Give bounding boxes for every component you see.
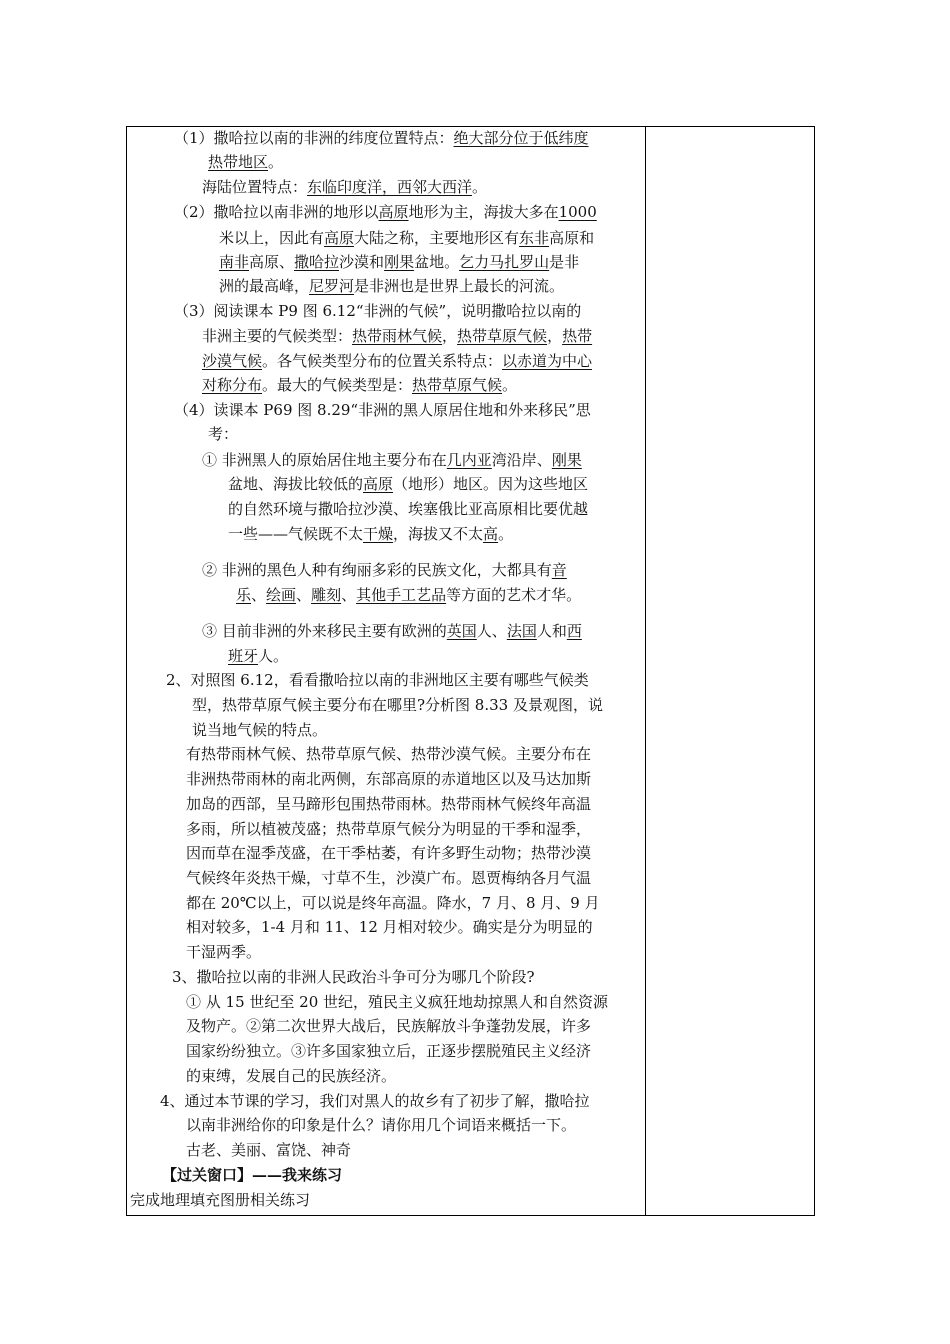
s3-answer-line-1: ① 从 15 世纪至 20 世纪，殖民主义疯狂地劫掠黑人和自然资源 xyxy=(186,993,609,1011)
q4-item-1-line-1: ① 非洲黑人的原始居住地主要分布在几内亚湾沿岸、刚果 xyxy=(202,451,582,469)
q4-line-2: 考： xyxy=(208,425,239,443)
q2-line-1: （2）撒哈拉以南非洲的地形以高原地形为主，海拔大多在1000 xyxy=(174,203,597,221)
s2-answer-line-9: 干湿两季。 xyxy=(186,943,262,961)
s2-answer-line-2: 非洲热带雨林的南北两侧，东部高原的赤道地区以及马达加斯 xyxy=(186,770,592,788)
s2-answer-line-5: 因而草在湿季茂盛，在干季枯萎，有许多野生动物；热带沙漠 xyxy=(186,844,592,862)
s2-answer-line-3: 加岛的西部，呈马蹄形包围热带雨林。热带雨林气候终年高温 xyxy=(186,795,592,813)
q3-line-3: 沙漠气候。各气候类型分布的位置关系特点：以赤道为中心 xyxy=(202,352,593,370)
q3-line-4: 对称分布。最大的气候类型是：热带草原气候。 xyxy=(202,376,518,394)
q1-line-2: 热带地区。 xyxy=(208,153,284,171)
q1-line-3: 海陆位置特点：东临印度洋，西邻大西洋。 xyxy=(202,178,488,196)
q4-item-2-line-1: ② 非洲的黑色人种有绚丽多彩的民族文化，大都具有音 xyxy=(202,561,567,579)
s2-question-line-3: 说当地气候的特点。 xyxy=(192,721,328,739)
s3-answer-line-3: 国家纷纷独立。③许多国家独立后，正逐步摆脱殖民主义经济 xyxy=(186,1042,592,1060)
s2-answer-line-6: 气候终年炎热干燥，寸草不生，沙漠广布。恩贾梅纳各月气温 xyxy=(186,869,592,887)
q2-line-4: 洲的最高峰，尼罗河是非洲也是世界上最长的河流。 xyxy=(219,277,565,295)
q4-item-1-line-3: 的自然环境与撒哈拉沙漠、埃塞俄比亚高原相比要优越 xyxy=(228,500,589,518)
pass-window-task: 完成地理填充图册相关练习 xyxy=(130,1191,311,1209)
s2-answer-line-8: 相对较多，1-4 月和 11、12 月相对较少。确实是分为明显的 xyxy=(186,918,593,936)
s2-answer-line-1: 有热带雨林气候、热带草原气候、热带沙漠气候。主要分布在 xyxy=(186,745,592,763)
table-column-divider xyxy=(645,126,646,1216)
s3-answer-line-4: 的束缚，发展自己的民族经济。 xyxy=(186,1067,397,1085)
s3-question: 3、撒哈拉以南的非洲人民政治斗争可分为哪几个阶段? xyxy=(172,968,535,986)
pass-window-heading: 【过关窗口】——我来练习 xyxy=(162,1166,343,1184)
s2-answer-line-4: 多雨，所以植被茂盛；热带草原气候分为明显的干季和湿季， xyxy=(186,820,592,838)
q4-item-1-line-4: 一些——气候既不太干燥，海拔又不太高。 xyxy=(228,525,514,543)
q2-line-2: 米以上，因此有高原大陆之称，主要地形区有东非高原和 xyxy=(219,229,595,247)
s2-question-line-1: 2、对照图 6.12，看看撒哈拉以南的非洲地区主要有哪些气候类 xyxy=(166,671,589,689)
s4-question-line-2: 以南非洲给你的印象是什么？请你用几个词语来概括一下。 xyxy=(186,1116,577,1134)
s4-question-line-1: 4、通过本节课的学习，我们对黑人的故乡有了初步了解，撒哈拉 xyxy=(160,1092,590,1110)
q2-line-3: 南非高原、撒哈拉沙漠和刚果盆地。乞力马扎罗山是非 xyxy=(219,253,580,271)
s4-answer: 古老、美丽、富饶、神奇 xyxy=(186,1141,352,1159)
q4-item-3-line-1: ③ 目前非洲的外来移民主要有欧洲的英国人、法国人和西 xyxy=(202,622,582,640)
q3-line-1: （3）阅读课本 P9 图 6.12“非洲的气候”，说明撒哈拉以南的 xyxy=(174,302,582,320)
s3-answer-line-2: 及物产。②第二次世界大战后，民族解放斗争蓬勃发展，许多 xyxy=(186,1017,592,1035)
q4-item-3-line-2: 班牙人。 xyxy=(228,647,289,665)
q4-item-1-line-2: 盆地、海拔比较低的高原（地形）地区。因为这些地区 xyxy=(228,475,589,493)
q1-line-1: （1）撒哈拉以南的非洲的纬度位置特点：绝大部分位于低纬度 xyxy=(174,129,589,147)
s2-answer-line-7: 都在 20℃以上，可以说是终年高温。降水，7 月、8 月、9 月 xyxy=(186,894,600,912)
s2-question-line-2: 型，热带草原气候主要分布在哪里?分析图 8.33 及景观图，说 xyxy=(192,696,603,714)
q4-line-1: （4）读课本 P69 图 8.29“非洲的黑人原居住地和外来移民”思 xyxy=(174,401,591,419)
q4-item-2-line-2: 乐、绘画、雕刻、其他手工艺品等方面的艺术才华。 xyxy=(236,586,582,604)
q3-line-2: 非洲主要的气候类型：热带雨林气候，热带草原气候，热带 xyxy=(202,327,593,345)
